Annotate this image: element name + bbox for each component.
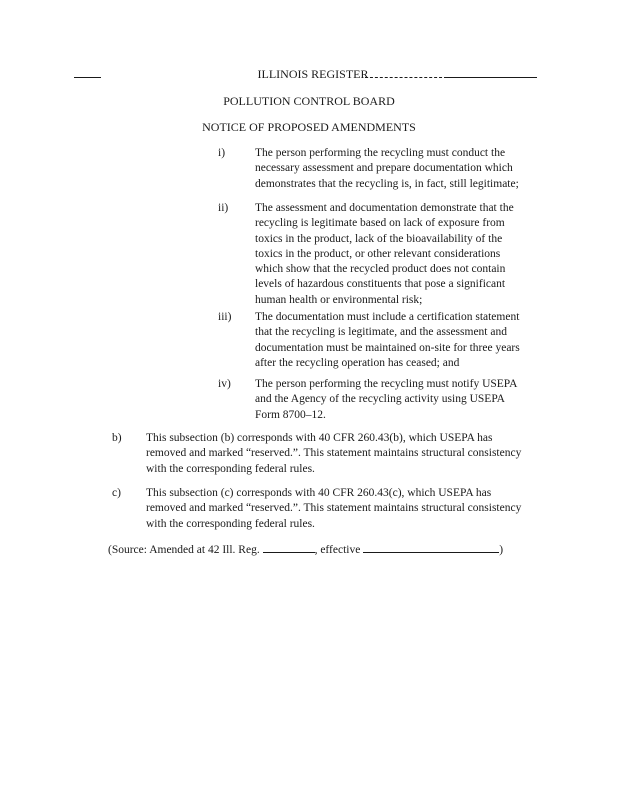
- register-number-blank: [263, 541, 315, 553]
- effective-date-blank: [363, 541, 499, 553]
- source-middle: , effective: [314, 544, 361, 556]
- item-text-i: The person performing the recycling must conduct the necessary assessment and prepare documentation which demonstrates that the recycling is, in fact, still legitimate;: [255, 147, 519, 190]
- item-text-iv: The person performing the recycling must notify USEPA and the Agency of the recycling activity using USEPA Form 8700–12.: [255, 378, 518, 421]
- subsection-marker-b: b): [112, 432, 122, 444]
- subsection-text-b: This subsection (b) corresponds with 40 CFR 260.43(b), which USEPA has removed and marked “reserved.”. This statement maintains structural consistency with the corresponding federal rules.: [146, 432, 522, 475]
- notice-title: NOTICE OF PROPOSED AMENDMENTS: [202, 120, 416, 134]
- item-text-ii: The assessment and documentation demonstrate that the recycling is legitimate based on lack of exposure from toxics in the product, lack of the bioavailability of the toxics in the product, or other relevant considerations which show that the recycled product does not contain levels of hazardous constituents that pose a significant human health or environmental risk;: [255, 202, 514, 306]
- item-marker-ii: ii): [218, 202, 229, 214]
- item-marker-i: i): [218, 147, 226, 159]
- register-title: ILLINOIS REGISTER: [257, 67, 369, 81]
- subsection-text-c: This subsection (c) corresponds with 40 CFR 260.43(c), which USEPA has removed and marked “reserved.”. This statement maintains structural consistency with the corresponding federal rules.: [146, 487, 522, 530]
- subsection-marker-c: c): [112, 487, 121, 499]
- item-marker-iii: iii): [218, 311, 232, 323]
- source-line: [108, 541, 503, 558]
- source-prefix: (Source: Amended at 42 Ill. Reg.: [108, 544, 260, 556]
- item-text-iii: The documentation must include a certification statement that the recycling is legitimate, and the assessment and documentation must be maintained on-site for three years after the recycling operation has ceased; and: [255, 311, 520, 369]
- item-marker-iv: iv): [218, 378, 231, 390]
- source-suffix: ): [499, 544, 504, 556]
- board-title: POLLUTION CONTROL BOARD: [223, 94, 395, 108]
